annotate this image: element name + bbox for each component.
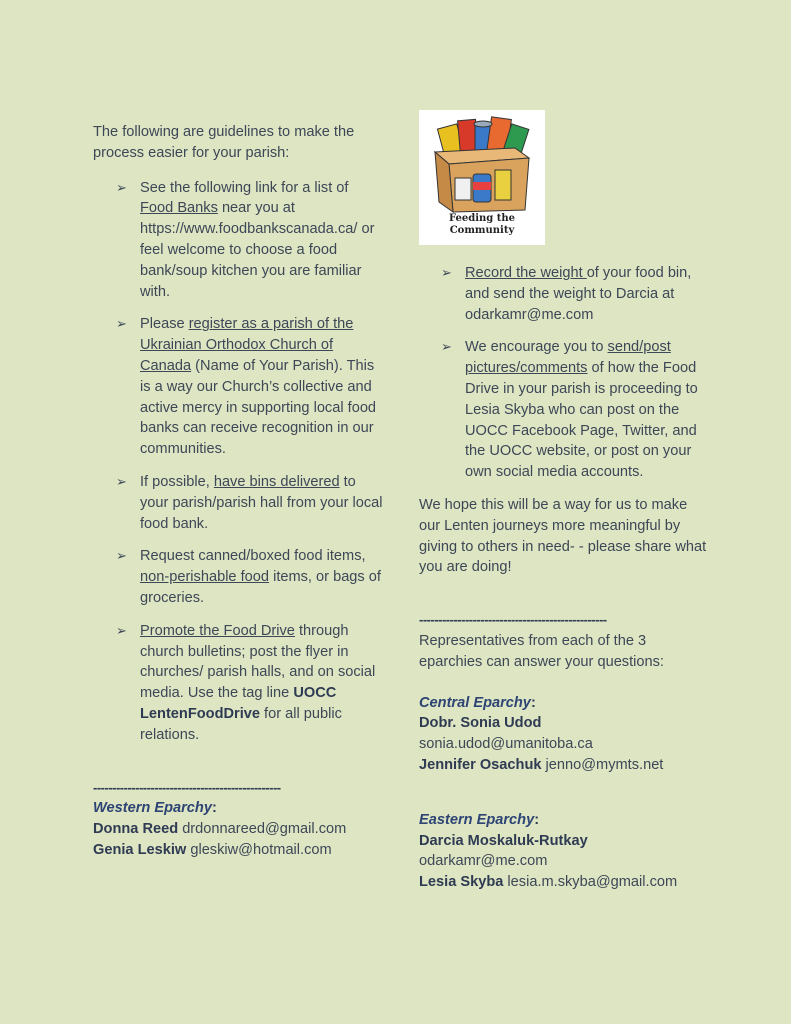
western-eparchy-contacts: Western Eparchy: Donna Reed drdonnareed@gmail.com Genia Leskiw gleskiw@hotmail.com — [93, 800, 347, 858]
non-perishable-link[interactable]: non-perishable food — [140, 569, 270, 586]
eparchy-title: Eastern Eparchy — [419, 811, 535, 828]
list-item: ➢ Please register as a parish of the Ukrainian Orthodox Church of Canada (Name of Your Parish). This is a way our Church’s collective and active mercy in supporting local food banks can receive recognition in our communities. — [116, 316, 377, 458]
list-item: ➢ If possible, have bins delivered to your parish/parish hall from your local food bank. — [116, 473, 383, 532]
register-parish-link[interactable]: register as a parish of the Ukrainian Orthodox Church of Canada — [140, 316, 354, 374]
contact-name: Lesia Skyba — [419, 874, 504, 891]
food-banks-link[interactable]: Food Banks — [140, 200, 218, 217]
logo-caption: Feeding the Community — [448, 213, 516, 236]
list-item: ➢ See the following link for a list of Food Banks near you at https://www.foodbankscanada.ca/ or feel welcome to choose a food bank/soup kitchen you are familiar with. — [116, 179, 375, 300]
contact-name: Donna Reed — [93, 821, 179, 838]
contact-email[interactable]: gleskiw@hotmail.com — [186, 841, 332, 858]
contact-email[interactable]: odarkamr@me.com — [419, 853, 548, 870]
section-divider: ------------------------------------------------- — [419, 612, 607, 628]
contact-name: Dobr. Sonia Udod — [419, 715, 542, 732]
left-column — [93, 122, 383, 861]
reps-intro: Representatives from each of the 3 eparchies can answer your questions: — [419, 632, 664, 670]
closing-text: We hope this will be a way for us to make our Lenten journeys more meaningful by giving to others in need- - please share what you are doing! — [419, 496, 707, 576]
eparchy-title: Western Eparchy — [93, 800, 212, 817]
arrowhead-bullet-icon: ➢ — [116, 473, 127, 489]
section-divider: ------------------------------------------------- — [93, 779, 281, 795]
list-item: ➢ We encourage you to send/post pictures/comments of how the Food Drive in your parish is proceeding to Lesia Skyba who can post on the UOCC Facebook Page, Twitter, and the UOCC website, or post on your own social media accounts. — [441, 339, 698, 481]
promote-food-drive-link[interactable]: Promote the Food Drive — [140, 622, 295, 639]
arrowhead-bullet-icon: ➢ — [441, 265, 452, 280]
arrowhead-bullet-icon: ➢ — [116, 316, 127, 332]
contact-email[interactable]: drdonnareed@gmail.com — [178, 821, 347, 838]
central-eparchy-contacts: Central Eparchy: Dobr. Sonia Udod sonia.udod@umanitoba.ca Jennifer Osachuk jenno@mymts.net — [419, 694, 664, 773]
bins-delivered-link[interactable]: have bins delivered — [213, 473, 340, 490]
contact-name: Jennifer Osachuk — [419, 756, 542, 773]
contact-name: Darcia Moskaluk-Rutkay — [419, 832, 588, 849]
arrowhead-bullet-icon: ➢ — [116, 548, 127, 564]
guidelines-list — [93, 178, 383, 746]
tag-line: UOCC LentenFoodDrive — [140, 685, 337, 722]
list-item: ➢ Promote the Food Drive through church bulletins; post the flyer in churches/ parish halls, and on social media. Use the tag line UOCC LentenFoodDrive for all public relations. — [116, 622, 376, 743]
arrowhead-bullet-icon: ➢ — [441, 339, 452, 355]
arrowhead-bullet-icon: ➢ — [116, 179, 127, 195]
food-box-illustration — [419, 110, 545, 245]
send-post-pictures-link[interactable]: send/post pictures/comments — [465, 339, 671, 377]
eastern-eparchy-contacts: Eastern Eparchy: Darcia Moskaluk-Rutkay odarkamr@me.com Lesia Skyba lesia.m.skyba@gmail.com — [419, 811, 678, 891]
contact-email[interactable]: jenno@mymts.net — [541, 756, 664, 773]
guidelines-list-continued — [419, 263, 709, 483]
record-weight-link[interactable]: Record the weight — [465, 265, 587, 281]
food-box-icon — [425, 114, 539, 214]
contact-email[interactable]: lesia.m.skyba@gmail.com — [503, 874, 678, 891]
eparchy-title: Central Eparchy — [419, 694, 531, 711]
intro-text: The following are guidelines to make the process easier for your parish: — [93, 124, 355, 161]
arrowhead-bullet-icon: ➢ — [116, 622, 127, 638]
right-column — [419, 110, 709, 893]
contact-email[interactable]: sonia.udod@umanitoba.ca — [419, 736, 593, 753]
list-item: ➢ Record the weight of your food bin, and send the weight to Darcia at odarkamr@me.com — [441, 265, 692, 323]
list-item: ➢ Request canned/boxed food items, non-perishable food items, or bags of groceries. — [116, 548, 381, 606]
contact-name: Genia Leskiw — [93, 841, 187, 858]
